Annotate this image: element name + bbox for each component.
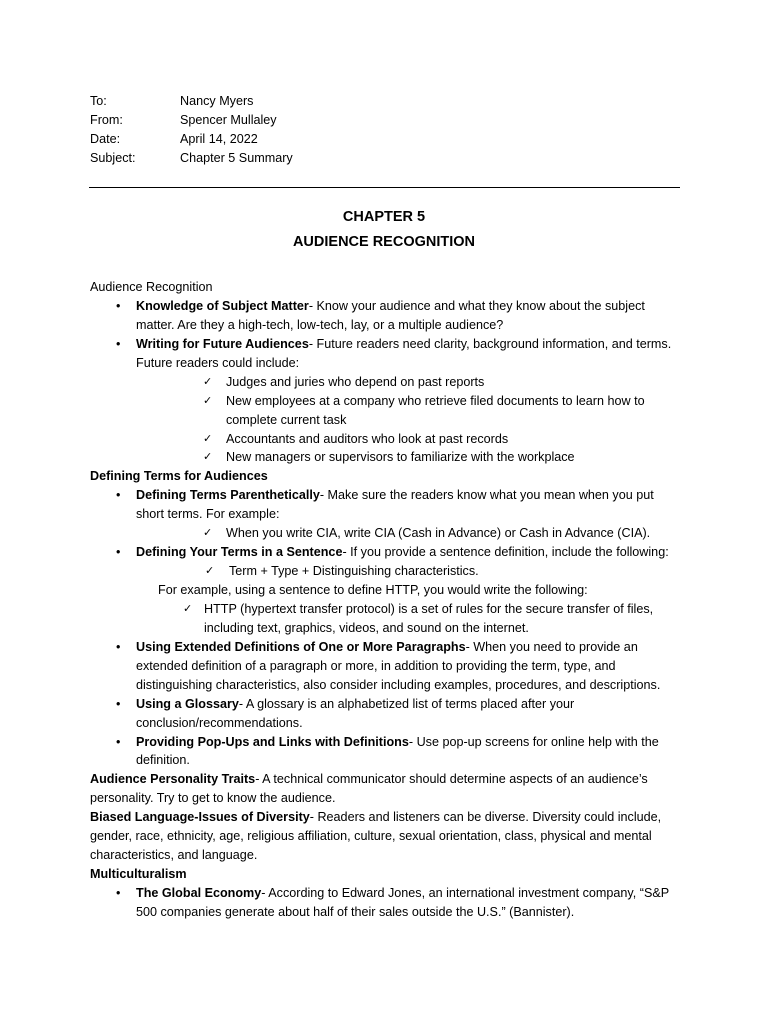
list-item-continued: distinguishing characteristics, also consider including examples, procedures, and descriptions. (136, 677, 661, 692)
check-item: ✓ Judges and juries who depend on past reports (0, 373, 768, 392)
list-item-continued: conclusion/recommendations. (136, 715, 303, 730)
memo-to-row (90, 92, 293, 111)
list-item-continued: Future readers could include: (136, 355, 300, 370)
paragraph-continued: characteristics, and language. (90, 848, 258, 863)
paragraph-personality-traits: Audience Personality Traits- A technical communicator should determine aspects of an audience’s (90, 772, 648, 787)
check-item: ✓ New employees at a company who retrieve filed documents to learn how to (0, 392, 768, 411)
memo-from-row (90, 111, 293, 130)
list-item: • Providing Pop-Ups and Links with Definitions- Use pop-up screens for online help with the (0, 733, 768, 752)
list-item: • Knowledge of Subject Matter- Know your audience and what they know about the subject (0, 297, 768, 316)
to-value: Nancy Myers (180, 94, 254, 108)
bullet-icon: • (116, 488, 121, 503)
chapter-title: AUDIENCE RECOGNITION (292, 234, 476, 250)
check-item: ✓ Accountants and auditors who look at past records (0, 430, 768, 449)
bullet-icon: • (116, 336, 121, 351)
checkmark-icon: ✓ (203, 374, 213, 388)
summary-body (0, 278, 768, 922)
check-item-continued: including text, graphics, videos, and sound on the internet. (204, 620, 529, 635)
bullet-icon: • (116, 734, 121, 749)
checkmark-icon: ✓ (203, 526, 213, 540)
from-label: From: (90, 113, 123, 127)
list-item-continued: 500 companies generate about half of their sales outside the U.S.” (Bannister). (136, 904, 575, 919)
check-item: ✓ Term + Type + Distinguishing characteristics. (0, 562, 768, 581)
header-divider (89, 187, 680, 188)
bullet-icon: • (116, 639, 121, 654)
section-heading-defining-terms: Defining Terms for Audiences (90, 469, 268, 484)
chapter-number: CHAPTER 5 (342, 209, 426, 225)
list-item-continued: matter. Are they a high-tech, low-tech, lay, or a multiple audience? (136, 317, 504, 332)
list-item: • Writing for Future Audiences- Future readers need clarity, background information, and terms. (0, 335, 768, 354)
bullet-icon: • (116, 298, 121, 313)
date-value: April 14, 2022 (180, 132, 258, 146)
to-label: To: (90, 94, 107, 108)
list-item-continued: extended definition of a paragraph or more, in addition to providing the term, type, and (136, 658, 616, 673)
check-item: ✓ HTTP (hypertext transfer protocol) is a set of rules for the secure transfer of files, (0, 600, 768, 619)
subject-value: Chapter 5 Summary (180, 151, 293, 165)
section-heading-audience-recognition: Audience Recognition (90, 280, 213, 294)
bullet-icon: • (116, 696, 121, 711)
list-item-continued: definition. (136, 753, 190, 768)
list-item: • The Global Economy- According to Edward Jones, an international investment company, “S&P (0, 884, 768, 903)
paragraph-continued: gender, race, ethnicity, age, religious affiliation, culture, sexual orientation, class, physical and mental (90, 829, 652, 844)
list-item: • Defining Your Terms in a Sentence- If you provide a sentence definition, include the following: (0, 543, 768, 562)
example-intro: For example, using a sentence to define HTTP, you would write the following: (158, 583, 588, 597)
memo-date-row (90, 130, 293, 149)
checkmark-icon: ✓ (203, 431, 213, 445)
list-item-continued: short terms. For example: (136, 507, 280, 522)
date-label: Date: (90, 132, 121, 146)
section-heading-multiculturalism: Multiculturalism (90, 867, 187, 882)
memo-header (90, 92, 293, 168)
paragraph-biased-language: Biased Language-Issues of Diversity- Readers and listeners can be diverse. Diversity could include, (90, 810, 662, 825)
list-item: • Using Extended Definitions of One or More Paragraphs- When you need to provide an (0, 638, 768, 657)
from-value: Spencer Mullaley (180, 113, 277, 127)
check-item-continued: complete current task (226, 412, 347, 427)
bullet-icon: • (116, 545, 121, 560)
checkmark-icon: ✓ (203, 450, 213, 464)
check-item: ✓ When you write CIA, write CIA (Cash in Advance) or Cash in Advance (CIA). (0, 524, 768, 543)
bullet-icon: • (116, 886, 121, 900)
checkmark-icon: ✓ (205, 564, 215, 578)
list-item: • Defining Terms Parenthetically- Make sure the readers know what you mean when you put (0, 486, 768, 505)
memo-subject-row (90, 149, 293, 168)
subject-label: Subject: (90, 151, 136, 165)
list-item: • Using a Glossary- A glossary is an alphabetized list of terms placed after your (0, 695, 768, 714)
check-item: ✓ New managers or supervisors to familiarize with the workplace (0, 448, 768, 467)
paragraph-continued: personality. Try to get to know the audience. (90, 791, 336, 806)
checkmark-icon: ✓ (183, 601, 193, 615)
checkmark-icon: ✓ (203, 393, 213, 407)
